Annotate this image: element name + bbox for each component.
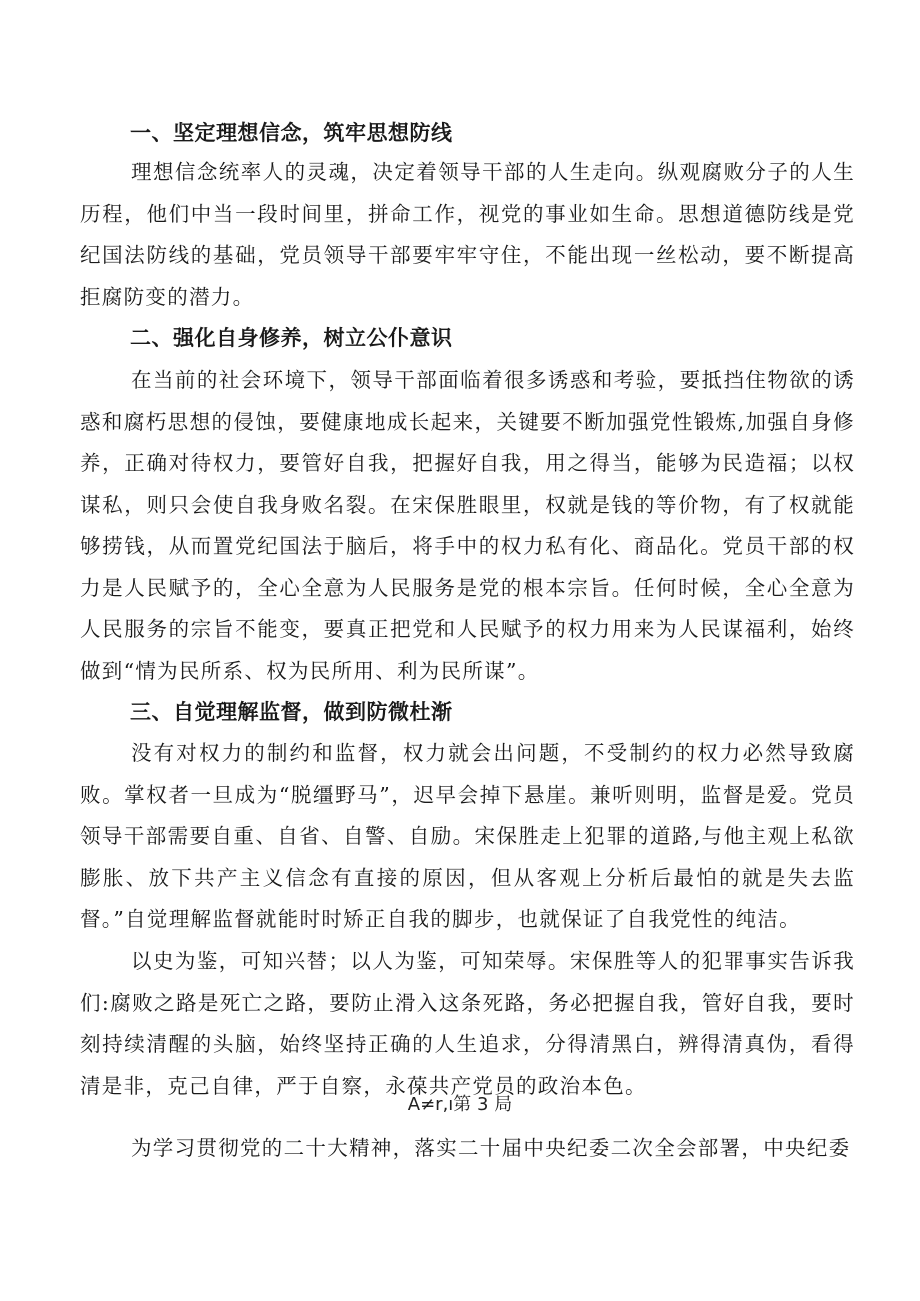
section-heading-1: 一、坚定理想信念，筑牢思想防线 [130, 121, 453, 145]
page-number-marker: A≠r,ı第 3 局 [407, 1094, 513, 1115]
next-document-paragraph: 为学习贯彻党的二十大精神，落实二十届中央纪委二次全会部署，中央纪委 [131, 1136, 851, 1160]
section-heading-3: 三、自觉理解监督，做到防微杜渐 [130, 700, 453, 724]
section-1-paragraph: 理想信念统率人的灵魂，决定着领导干部的人生走向。纵观腐败分子的人生历程，他们中当一段时间里，拼命工作，视党的事业如生命。思想道德防线是党纪国法防线的基础，党员领导干部要牢牢守住，不能出现一丝松动，要不断提高拒腐防变的潜力。 [80, 160, 855, 309]
section-3-paragraph-2: 以史为鉴，可知兴替；以人为鉴，可知荣辱。宋保胜等人的犯罪事实告诉我们:腐败之路是死亡之路，要防止滑入这条死路，务必把握自我，管好自我，要时刻持续清醒的头脑，始终坚持正确的人生追求，分得清黑白，辨得清真伪，看得清是非，克己自律，严于自察，永葆共产党员的政治本色。 [80, 949, 855, 1098]
section-2-paragraph: 在当前的社会环境下，领导干部面临着很多诱惑和考验，要抵挡住物欲的诱惑和腐朽思想的侵蚀，要健康地成长起来，关键要不断加强党性锻炼,加强自身修养，正确对待权力，要管好自我，把握好自我，用之得当，能够为民造福；以权谋私，则只会使自我身败名裂。在宋保胜眼里，权就是钱的等价物，有了权就能够捞钱，从而置党纪国法于脑后，将手中的权力私有化、商品化。党员干部的权力是人民赋予的，全心全意为人民服务是党的根本宗旨。任何时候，全心全意为人民服务的宗旨不能变，要真正把党和人民赋予的权力用来为人民谋福利，始终做到“情为民所系、权为民所用、利为民所谋”。 [80, 368, 855, 683]
section-heading-2: 二、强化自身修养，树立公仆意识 [130, 326, 453, 350]
section-3-paragraph-1: 没有对权力的制约和监督，权力就会出问题，不受制约的权力必然导致腐败。掌权者一旦成为“脱缰野马”，迟早会掉下悬崖。兼听则明，监督是爱。党员领导干部需要自重、自省、自警、自励。宋保胜走上犯罪的道路,与他主观上私欲膨胀、放下共产主义信念有直接的原因，但从客观上分析后最怕的就是失去监督。”自觉理解监督就能时时矫正自我的脚步，也就保证了自我党性的纯洁。 [80, 741, 855, 931]
